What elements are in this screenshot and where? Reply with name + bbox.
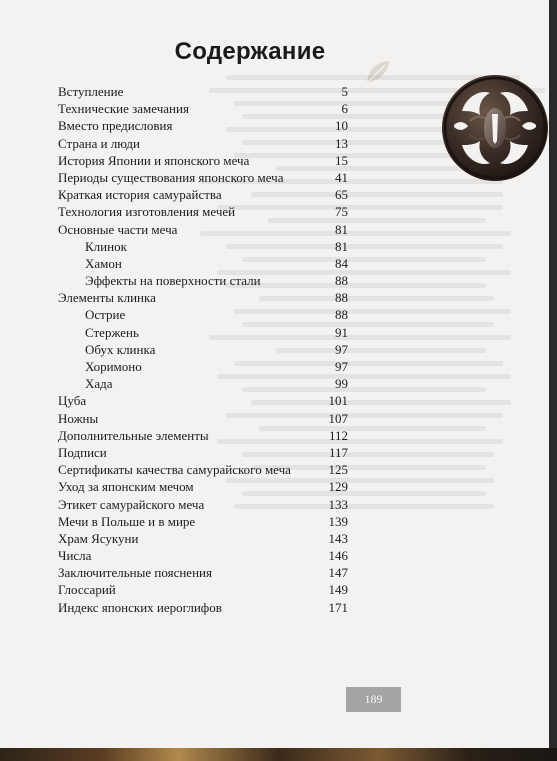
toc-entry-page: 91 — [335, 324, 348, 340]
toc-entry — [58, 410, 348, 427]
toc-entry — [58, 444, 348, 461]
toc-entry-title: Эффекты на поверхности стали — [85, 273, 261, 289]
toc-entry-title: Мечи в Польше и в мире — [58, 513, 196, 529]
toc-entry-title: Острие — [85, 307, 126, 323]
toc-entry-title: Краткая история самурайства — [58, 187, 222, 203]
toc-entry-page: 171 — [328, 599, 348, 615]
toc-entry — [58, 599, 348, 616]
toc-entry-title: Сертификаты качества самурайского меча — [58, 462, 291, 478]
toc-entry — [58, 427, 348, 444]
table-of-contents — [58, 83, 348, 616]
toc-entry-title: Заключительные пояснения — [58, 565, 212, 581]
toc-entry — [58, 513, 348, 530]
toc-entry-page: 129 — [328, 479, 348, 495]
toc-entry-title: Этикет самурайского меча — [58, 496, 205, 512]
toc-entry-title: Элементы клинка — [58, 290, 156, 306]
toc-entry — [58, 496, 348, 513]
toc-entry-title: Хоримоно — [85, 359, 142, 374]
toc-entry-title: Глоссарий — [58, 582, 116, 598]
toc-entry — [58, 203, 348, 220]
toc-entry-page: 101 — [328, 393, 348, 409]
toc-entry-page: 65 — [335, 187, 348, 203]
toc-entry-page: 143 — [328, 530, 348, 546]
toc-entry-page: 81 — [335, 238, 348, 254]
toc-entry-title: Хамон — [85, 255, 122, 271]
toc-entry-page: 125 — [328, 462, 348, 478]
toc-entry-title: Числа — [58, 548, 92, 564]
toc-entry — [58, 255, 348, 272]
toc-entry-title: Стержень — [85, 324, 139, 340]
toc-entry — [58, 289, 348, 306]
toc-entry — [58, 306, 348, 323]
toc-entry-title: Подписи — [58, 444, 107, 460]
toc-entry-title: Страна и люди — [58, 135, 140, 151]
page-number-badge: 189 — [346, 687, 401, 712]
toc-entry-title: Уход за японским мечом — [58, 479, 194, 495]
toc-entry — [58, 547, 348, 564]
toc-entry-title: Хада — [85, 376, 113, 392]
toc-entry — [58, 530, 348, 547]
toc-entry-title: Основные части меча — [58, 221, 178, 237]
toc-entry-page: 13 — [335, 135, 348, 151]
toc-entry-title: История Японии и японского меча — [58, 152, 250, 168]
toc-entry-title: Технология изготовления мечей — [58, 204, 236, 220]
toc-entry-title: Вступление — [58, 84, 124, 99]
toc-entry-page: 88 — [335, 307, 348, 323]
toc-entry-page: 97 — [335, 359, 348, 374]
toc-entry-title: Технические замечания — [58, 101, 189, 117]
toc-entry — [58, 238, 348, 255]
toc-entry-page: 139 — [328, 513, 348, 529]
toc-entry — [58, 375, 348, 392]
toc-entry-page: 99 — [335, 376, 348, 392]
toc-entry — [58, 358, 348, 375]
toc-entry-page: 5 — [341, 84, 348, 99]
toc-entry — [58, 169, 348, 186]
toc-entry-title: Обух клинка — [85, 341, 156, 357]
toc-entry — [58, 272, 348, 289]
page-title: Содержание — [174, 38, 326, 65]
toc-entry-title: Ножны — [58, 410, 99, 426]
toc-entry-page: 133 — [328, 496, 348, 512]
toc-entry-page: 10 — [335, 118, 348, 134]
toc-entry — [58, 83, 348, 100]
toc-entry-page: 15 — [335, 152, 348, 168]
toc-entry-page: 88 — [335, 290, 348, 306]
toc-entry-title: Дополнительные элементы — [58, 427, 209, 443]
toc-entry-page: 112 — [328, 427, 348, 443]
toc-entry-title: Вместо предисловия — [58, 118, 173, 134]
toc-entry-page: 84 — [335, 255, 348, 271]
toc-entry — [58, 100, 348, 117]
toc-entry — [58, 564, 348, 581]
toc-entry — [58, 221, 348, 238]
toc-entry — [58, 461, 348, 478]
toc-entry-title: Индекс японских иероглифов — [58, 599, 222, 615]
toc-entry-page: 97 — [335, 341, 348, 357]
toc-entry — [58, 135, 348, 152]
toc-entry-page: 41 — [335, 169, 348, 185]
toc-entry-page: 117 — [328, 444, 348, 460]
toc-entry-page: 75 — [335, 204, 348, 220]
toc-entry — [58, 581, 348, 598]
toc-entry-page: 88 — [335, 273, 348, 289]
toc-entry — [58, 341, 348, 358]
toc-entry — [58, 392, 348, 409]
toc-entry-page: 147 — [328, 565, 348, 581]
toc-entry — [58, 152, 348, 169]
toc-entry-title: Цуба — [58, 393, 87, 409]
toc-entry-title: Храм Ясукуни — [58, 530, 139, 546]
toc-entry-page: 107 — [328, 410, 348, 426]
toc-entry-page: 6 — [341, 101, 348, 117]
toc-entry-title: Клинок — [85, 238, 127, 254]
toc-entry-page: 146 — [328, 548, 348, 564]
toc-entry-title: Периоды существования японского меча — [58, 169, 284, 185]
cover-edge-strip — [0, 748, 557, 761]
tsuba-sword-guard-icon — [440, 71, 549, 184]
toc-entry — [58, 478, 348, 495]
toc-entry — [58, 324, 348, 341]
toc-entry-page: 81 — [335, 221, 348, 237]
toc-entry — [58, 117, 348, 134]
page-edge — [549, 0, 557, 761]
toc-entry-page: 149 — [328, 582, 348, 598]
toc-entry — [58, 186, 348, 203]
